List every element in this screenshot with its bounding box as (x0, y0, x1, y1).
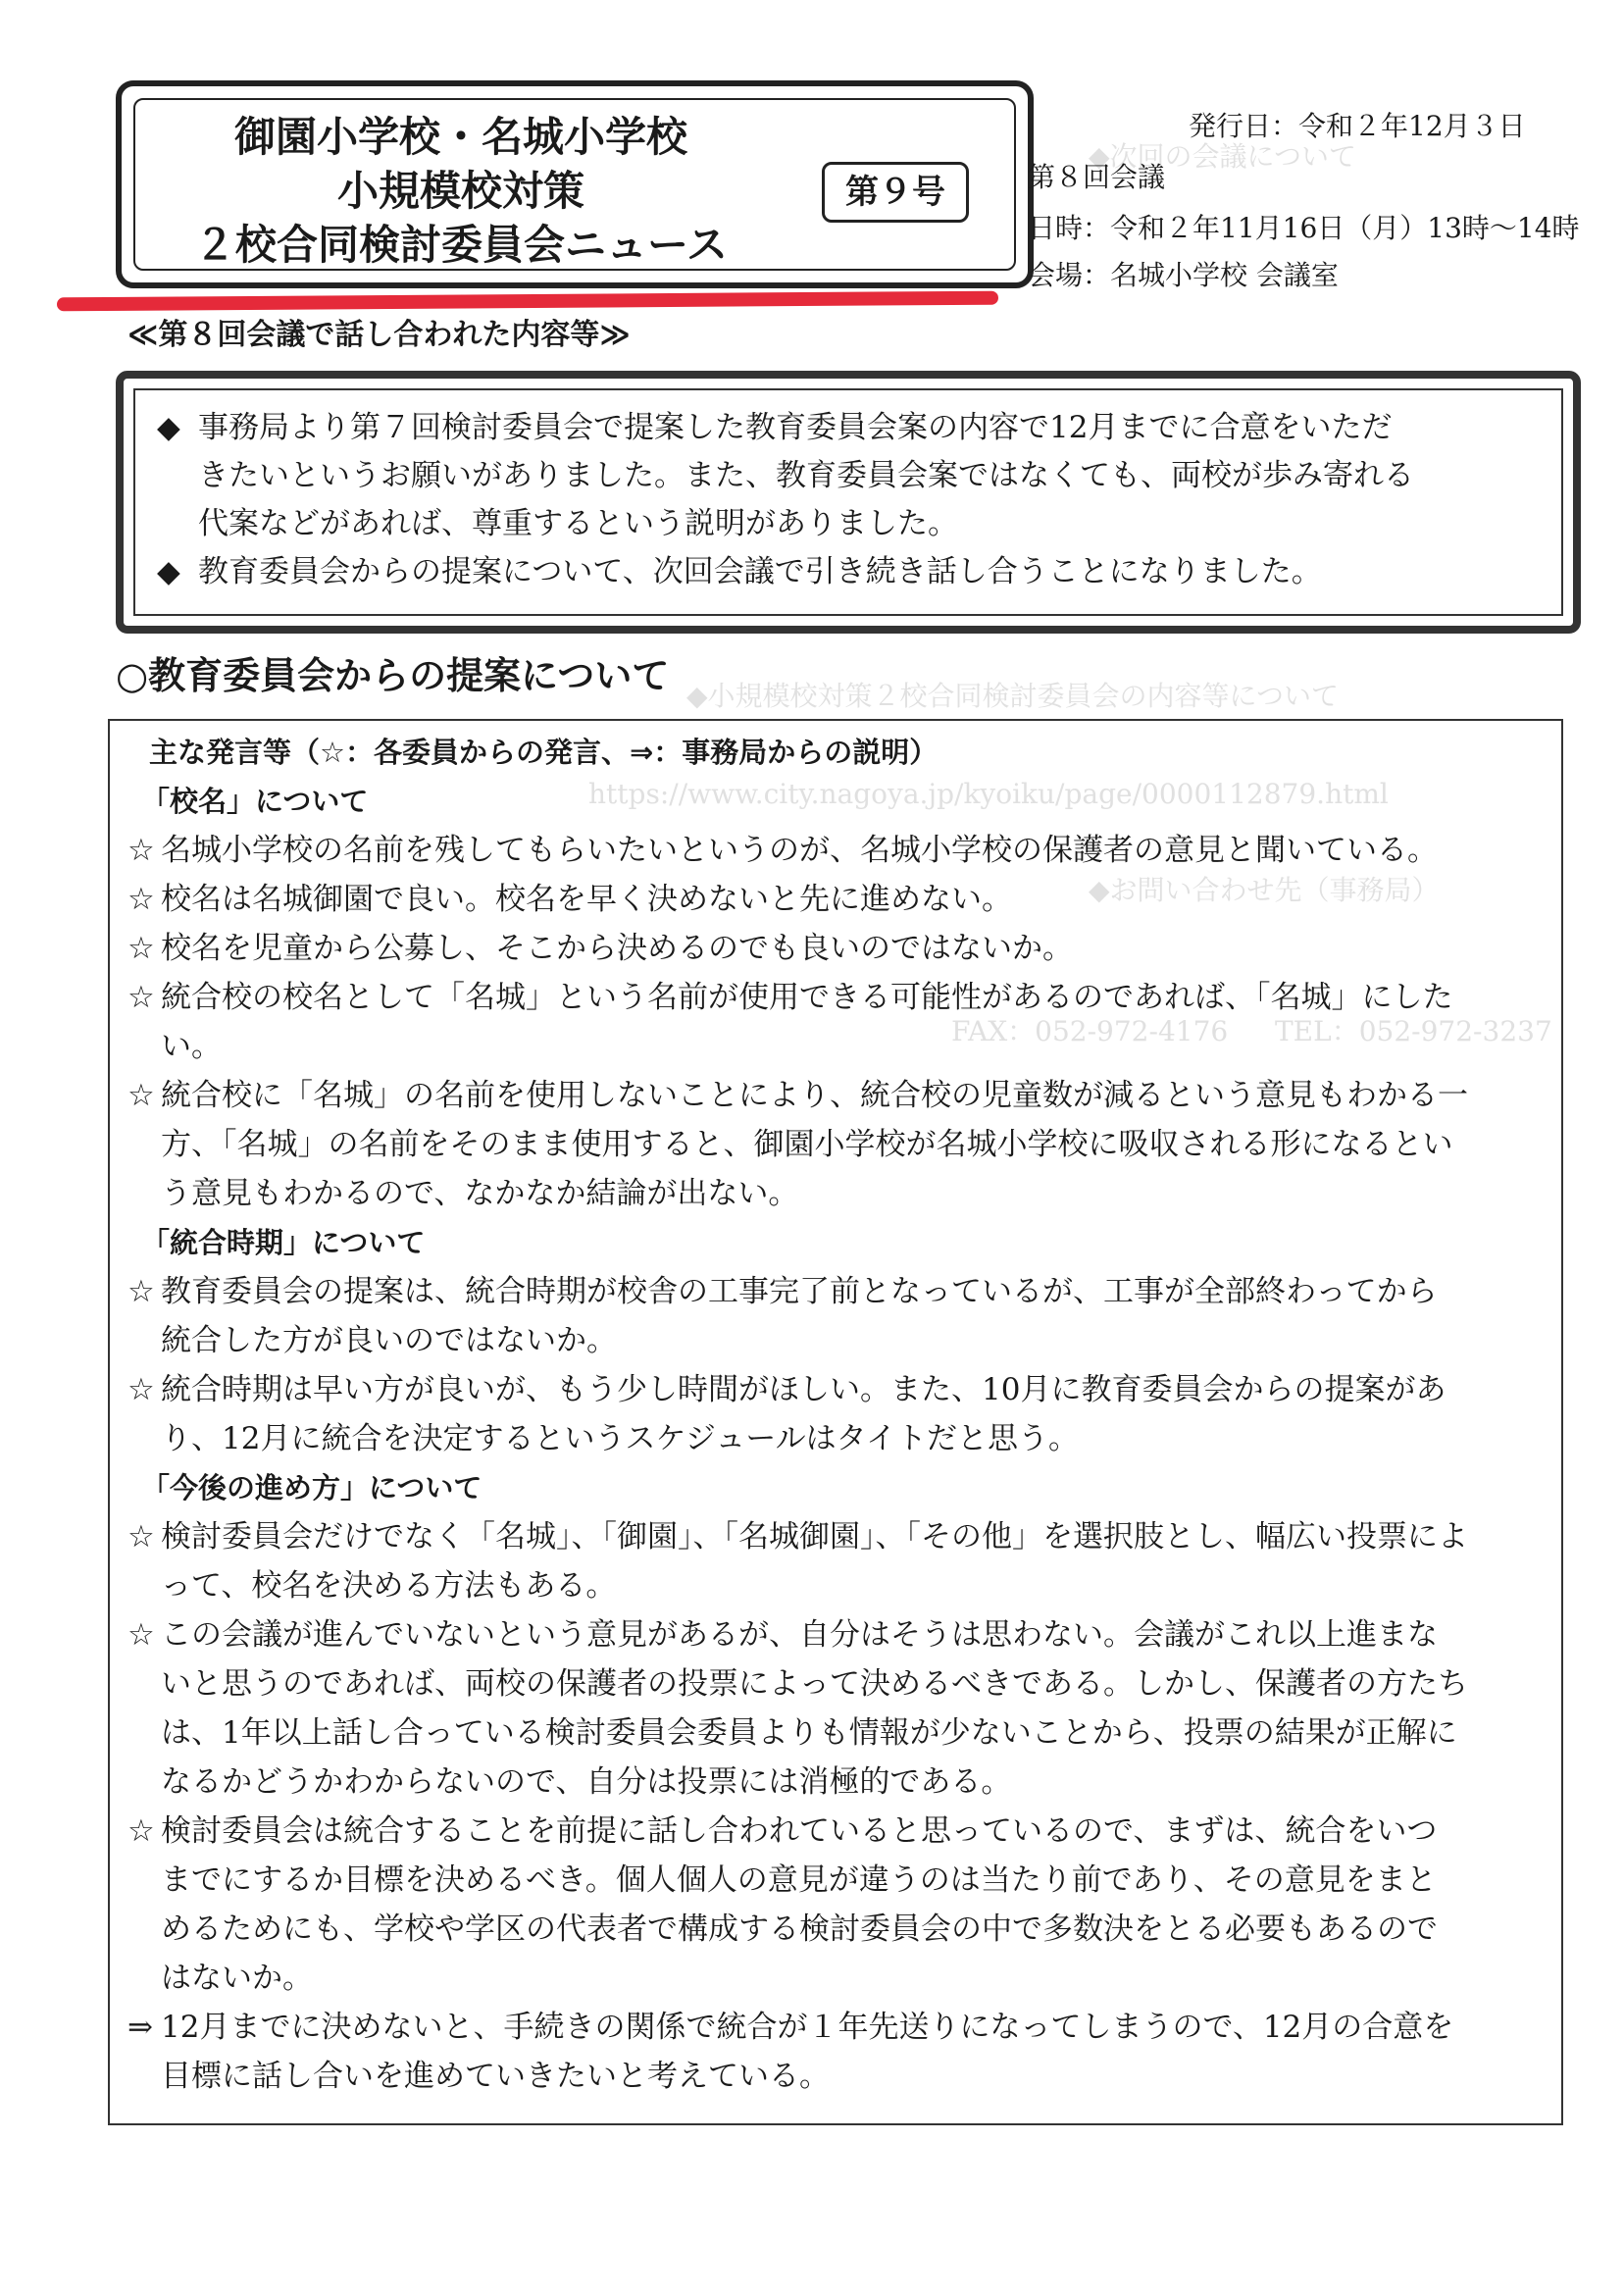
remark-line: 統合時期は早い方が良いが、もう少し時間がほしい。また、10月に教育委員会からの提案があ (161, 1372, 1446, 1407)
star-mark-icon: ☆ (127, 980, 155, 1015)
remark-line: 校名を児童から公募し、そこから決めるのでも良いのではないか。 (161, 931, 1073, 966)
remark-line: 検討委員会は統合することを前提に話し合われていると思っているので、まずは、統合をいつ (161, 1813, 1438, 1849)
bleed-through-line: https://www.city.nagoya.jp/kyoiku/page/0000112879.html (588, 778, 1389, 810)
red-marker-underline (57, 291, 998, 312)
remark-item (127, 1267, 1555, 1365)
remark-line: 12月までに決めないと、手続きの関係で統合が１年先送りになってしまうので、12月の合意を (161, 2010, 1454, 2045)
remark-line: 検討委員会だけでなく「名城」、「御園」、「名城御園」、「その他」を選択肢とし、幅広い投票によ (161, 1519, 1468, 1555)
title-line: 小規模校対策 (336, 167, 584, 215)
meeting-datetime: 日時：令和２年11月16日（月）13時～14時 (1028, 212, 1580, 244)
remark-line: この会議が進んでいないという意見があるが、自分はそうは思わない。会議がこれ以上進まな (161, 1617, 1438, 1653)
bleed-through-line: ◆お問い合わせ先（事務局） (1089, 874, 1440, 906)
bleed-through-line: FAX：052-972-4176 (951, 1015, 1229, 1047)
star-mark-icon: ☆ (127, 1372, 155, 1407)
diamond-bullet-icon: ◆ (157, 554, 180, 589)
remark-item (127, 1071, 1555, 1218)
remark-line: は、1年以上話し合っている検討委員会委員よりも情報が少ないことから、投票の結果が正解に (161, 1715, 1457, 1751)
remark-item (127, 1512, 1555, 1610)
remark-line: う意見もわかるので、なかなか結論が出ない。 (161, 1176, 799, 1211)
remark-line: って、校名を決める方法もある。 (161, 1568, 617, 1604)
title-line: 御園小学校・名城小学校 (233, 113, 687, 161)
issue-date: 発行日：令和２年12月３日 (1189, 110, 1526, 142)
remark-line: 校名は名城御園で良い。校名を早く決めないと先に進めない。 (161, 882, 1012, 917)
star-mark-icon: ☆ (127, 833, 155, 868)
remark-item (127, 826, 1555, 875)
bleed-through-line: ◆次回の会議について (1089, 140, 1356, 173)
remark-line: 統合校に「名城」の名前を使用しないことにより、統合校の児童数が減るという意見もわかる一 (161, 1078, 1468, 1113)
summary-item (157, 404, 1540, 548)
meeting-venue: 会場：名城小学校 会議室 (1028, 259, 1339, 291)
bleed-through-line: TEL：052-972-3237 (1275, 1015, 1552, 1047)
star-mark-icon: ☆ (127, 1078, 155, 1113)
remark-line: までにするか目標を決めるべき。個人個人の意見が違うのは当たり前であり、その意見をまと (161, 1862, 1437, 1898)
arrow-mark-icon: ⇒ (127, 2010, 153, 2045)
topic-title: 「校名」について (141, 785, 369, 818)
remark-item (127, 2003, 1555, 2101)
star-mark-icon: ☆ (127, 1617, 155, 1653)
remark-line: 名城小学校の名前を残してもらいたいというのが、名城小学校の保護者の意見と聞いている。 (161, 833, 1438, 868)
remark-line: 教育委員会の提案は、統合時期が校舎の工事完了前となっているが、工事が全部終わってから (161, 1274, 1438, 1309)
remark-line: はないか。 (161, 1961, 313, 1996)
remark-line: い。 (161, 1029, 222, 1064)
summary-line: 教育委員会からの提案について、次回会議で引き続き話し合うことになりました。 (198, 554, 1322, 589)
remark-item (127, 924, 1555, 973)
summary-line: 代案などがあれば、尊重するという説明がありました。 (198, 506, 958, 541)
remark-item (127, 1610, 1555, 1807)
remark-line: 方、「名城」の名前をそのまま使用すると、御園小学校が名城小学校に吸収される形になるとい (161, 1127, 1453, 1162)
star-mark-icon: ☆ (127, 1274, 155, 1309)
remark-line: なるかどうかわからないので、自分は投票には消極的である。 (161, 1764, 1012, 1800)
star-mark-icon: ☆ (127, 1519, 155, 1555)
topic-title: 「統合時期」について (141, 1226, 426, 1259)
bleed-through-line: ◆小規模校対策２校合同検討委員会の内容等について (686, 680, 1339, 712)
remark-item (127, 1807, 1555, 2003)
summary-list (157, 404, 1540, 596)
remark-line: いと思うのであれば、両校の保護者の投票によって決めるべきである。しかし、保護者の方たち (161, 1666, 1468, 1702)
star-mark-icon: ☆ (127, 882, 155, 917)
remark-item (127, 875, 1555, 924)
diamond-bullet-icon: ◆ (157, 410, 180, 445)
summary-line: きたいというお願いがありました。また、教育委員会案ではなくても、両校が歩み寄れる (198, 458, 1414, 493)
topic-title: 「今後の進め方」について (141, 1471, 482, 1504)
star-mark-icon: ☆ (127, 931, 155, 966)
proposal-heading: ○教育委員会からの提案について (116, 654, 670, 697)
remark-line: 統合した方が良いのではないか。 (161, 1323, 617, 1358)
remark-item (127, 1365, 1555, 1463)
summary-item (157, 548, 1540, 596)
remark-line: 目標に話し合いを進めていきたいと考えている。 (161, 2059, 830, 2094)
issue-number-badge: 第９号 (822, 162, 969, 223)
remark-item (127, 973, 1555, 1071)
remark-line: り、12月に統合を決定するというスケジュールはタイトだと思う。 (161, 1421, 1079, 1456)
star-mark-icon: ☆ (127, 1813, 155, 1849)
remarks-content (127, 728, 1555, 2101)
meeting-name: 第８回会議 (1028, 161, 1166, 193)
remarks-legend: 主な発言等（☆：各委員からの発言、⇒：事務局からの説明） (149, 736, 939, 769)
remark-line: めるためにも、学校や学区の代表者で構成する検討委員会の中で多数決をとる必要もあるので (161, 1912, 1438, 1947)
title-line: ２校合同検討委員会ニュース (194, 221, 728, 269)
newsletter-title (118, 110, 804, 272)
remark-line: 統合校の校名として「名城」という名前が使用できる可能性があるのであれば、「名城」にした (161, 980, 1453, 1015)
summary-line: 事務局より第７回検討委員会で提案した教育委員会案の内容で12月までに合意をいただ (198, 410, 1393, 445)
summary-heading: ≪第８回会議で話し合われた内容等≫ (127, 318, 631, 352)
